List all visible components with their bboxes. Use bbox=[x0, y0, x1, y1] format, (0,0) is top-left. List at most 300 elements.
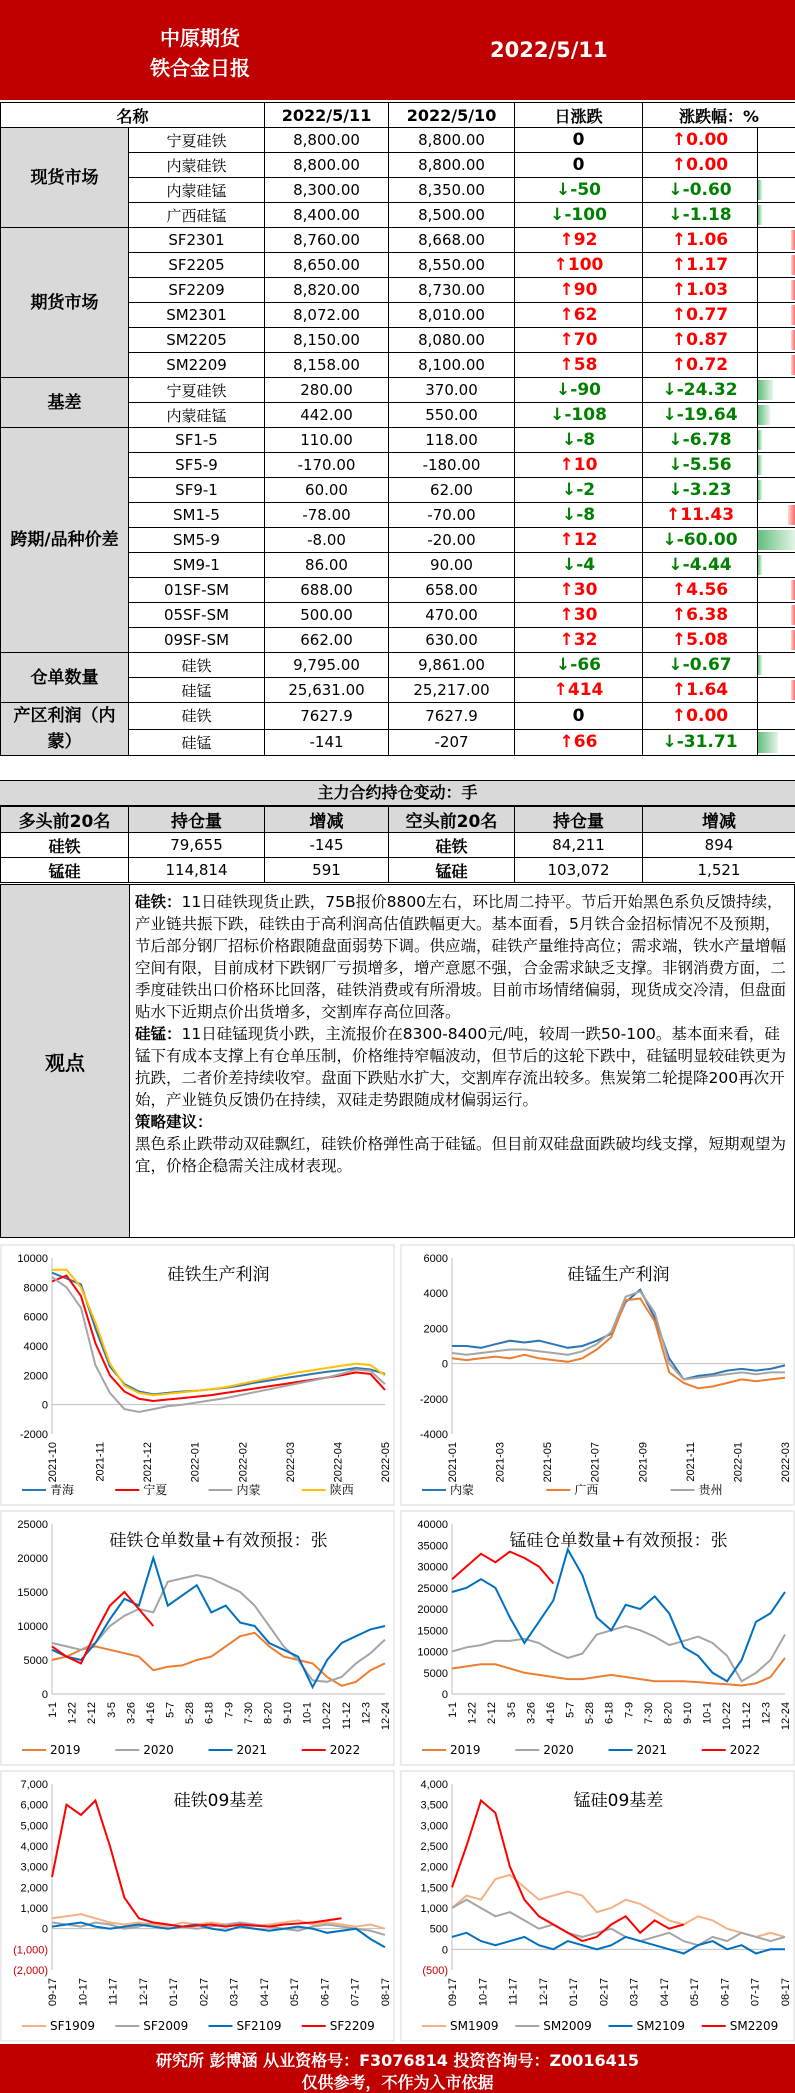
pct-value: 1.03 bbox=[686, 280, 729, 300]
pct-databar bbox=[758, 430, 762, 450]
prev-value: -207 bbox=[389, 729, 515, 756]
y-tick-label: 4000 bbox=[423, 1288, 448, 1301]
x-tick-label: 10-22 bbox=[721, 1702, 734, 1731]
arrow-down-icon: ↓ bbox=[561, 505, 577, 525]
pct-value: -3.23 bbox=[682, 480, 732, 500]
pct-databar bbox=[791, 680, 795, 700]
pct-value: -60.00 bbox=[676, 530, 738, 550]
prev-value: 62.00 bbox=[389, 478, 515, 503]
category-label: 现货市场 bbox=[1, 128, 129, 228]
row-name: SM2301 bbox=[129, 303, 265, 328]
y-tick-label: 30000 bbox=[417, 1561, 448, 1574]
legend-label: 青海 bbox=[50, 1483, 75, 1497]
arrow-down-icon: ↓ bbox=[556, 180, 571, 200]
legend-label: 2021 bbox=[636, 1743, 668, 1757]
positions-row bbox=[1, 858, 795, 883]
change-pct bbox=[643, 678, 758, 703]
arrow-up-icon: ↑ bbox=[553, 680, 568, 700]
row-name: SF1-5 bbox=[129, 428, 265, 453]
change-value: -8 bbox=[576, 430, 596, 450]
prev-value: 25,217.00 bbox=[389, 678, 515, 703]
y-tick-label: 2000 bbox=[423, 1323, 448, 1336]
y-tick-label: 4,000 bbox=[420, 1779, 448, 1791]
pct-databar-cell bbox=[758, 553, 795, 578]
change-pct bbox=[643, 153, 758, 178]
today-value: 688.00 bbox=[265, 578, 389, 603]
change-pct bbox=[643, 353, 758, 378]
category-label: 产区利润（内蒙） bbox=[1, 703, 129, 756]
pct-databar bbox=[791, 305, 795, 325]
today-value: 662.00 bbox=[265, 628, 389, 653]
daily-change bbox=[515, 403, 643, 428]
arrow-up-icon: ↑ bbox=[671, 705, 687, 726]
positions-title: 主力合约持仓变动：手 bbox=[0, 780, 795, 806]
legend-label: 2020 bbox=[143, 1743, 174, 1757]
y-tick-label: 25000 bbox=[17, 1519, 48, 1531]
pct-databar bbox=[758, 380, 773, 400]
prev-value: -180.00 bbox=[389, 453, 515, 478]
x-tick-label: 11-12 bbox=[340, 1702, 353, 1730]
arrow-up-icon: ↑ bbox=[559, 732, 574, 753]
row-name: 内蒙硅锰 bbox=[129, 178, 265, 203]
x-tick-label: 08-17 bbox=[380, 1978, 392, 2007]
arrow-up-icon: ↑ bbox=[671, 305, 687, 325]
report-date: 2022/5/11 bbox=[490, 38, 608, 62]
change-value: -4 bbox=[576, 555, 596, 575]
daily-change bbox=[515, 278, 643, 303]
change-pct bbox=[643, 403, 758, 428]
silicomanganese-head: 硅锰： bbox=[135, 1025, 182, 1043]
pct-value: -6.78 bbox=[682, 430, 732, 450]
short-top20-header: 空头前20名 bbox=[389, 807, 515, 833]
arrow-up-icon: ↑ bbox=[671, 580, 687, 600]
x-tick-label: 6-18 bbox=[603, 1702, 616, 1725]
pct-databar bbox=[758, 405, 770, 425]
y-tick-label: 40000 bbox=[417, 1519, 448, 1531]
x-tick-label: 2021-11 bbox=[94, 1442, 107, 1482]
x-tick-label: 2021-05 bbox=[542, 1442, 555, 1483]
arrow-up-icon: ↑ bbox=[671, 355, 687, 375]
arrow-down-icon: ↓ bbox=[662, 405, 677, 425]
x-tick-label: 10-1 bbox=[301, 1702, 314, 1725]
x-tick-label: 12-17 bbox=[537, 1978, 550, 2007]
arrow-down-icon: ↓ bbox=[668, 430, 683, 450]
today-value: 60.00 bbox=[265, 478, 389, 503]
y-tick-label: 10000 bbox=[17, 1621, 48, 1633]
pct-databar-cell bbox=[758, 153, 795, 178]
col-header-today: 2022/5/11 bbox=[265, 103, 389, 128]
position-product: 锰硅 bbox=[389, 858, 515, 883]
short-hold-header: 持仓量 bbox=[515, 807, 643, 833]
chart-title: 锰硅仓单数量+有效预报：张 bbox=[509, 1531, 728, 1551]
pct-databar bbox=[758, 180, 762, 200]
y-tick-label: 35000 bbox=[417, 1540, 448, 1553]
change-pct bbox=[643, 128, 758, 153]
table-row bbox=[1, 378, 795, 403]
pct-databar-cell bbox=[758, 203, 795, 228]
y-tick-label: -2000 bbox=[19, 1429, 48, 1441]
pct-value: -1.18 bbox=[682, 205, 732, 225]
prev-value: 8,350.00 bbox=[389, 178, 515, 203]
market-table bbox=[0, 102, 795, 756]
x-tick-label: 07-17 bbox=[749, 1978, 762, 2007]
y-tick-label: 15000 bbox=[417, 1625, 448, 1638]
arrow-up-icon: ↑ bbox=[559, 455, 574, 475]
x-tick-label: 10-1 bbox=[701, 1702, 714, 1725]
row-name: SF2209 bbox=[129, 278, 265, 303]
x-tick-label: 04-17 bbox=[258, 1978, 271, 2007]
category-label: 跨期/品种价差 bbox=[1, 428, 129, 653]
legend-label: SM2209 bbox=[729, 2019, 779, 2033]
prev-value: 8,668.00 bbox=[389, 228, 515, 253]
pct-databar-cell bbox=[758, 528, 795, 553]
daily-change bbox=[515, 378, 643, 403]
pct-databar-cell bbox=[758, 228, 795, 253]
y-tick-label: 3,000 bbox=[20, 1861, 48, 1874]
pct-value: 5.08 bbox=[686, 630, 729, 650]
arrow-down-icon: ↓ bbox=[561, 430, 577, 450]
x-tick-label: 7-30 bbox=[642, 1702, 655, 1725]
today-value: -170.00 bbox=[265, 453, 389, 478]
legend-label: 广西 bbox=[574, 1483, 599, 1497]
prev-value: 8,730.00 bbox=[389, 278, 515, 303]
long-hold: 79,655 bbox=[129, 833, 265, 858]
today-value: 280.00 bbox=[265, 378, 389, 403]
x-tick-label: 9-10 bbox=[682, 1702, 695, 1725]
x-tick-label: 2021-07 bbox=[589, 1442, 602, 1483]
today-value: 110.00 bbox=[265, 428, 389, 453]
y-tick-label: 4,000 bbox=[20, 1841, 48, 1853]
chart-svg bbox=[400, 1244, 795, 1506]
change-value: 0 bbox=[572, 705, 585, 726]
x-tick-label: 3-5 bbox=[105, 1702, 118, 1718]
row-name: 01SF-SM bbox=[129, 578, 265, 603]
y-tick-label: 2000 bbox=[23, 1370, 48, 1383]
x-tick-label: 7-9 bbox=[223, 1702, 236, 1718]
today-value: 86.00 bbox=[265, 553, 389, 578]
change-pct bbox=[643, 278, 758, 303]
x-tick-label: 05-17 bbox=[689, 1978, 702, 2007]
y-tick-label: 20000 bbox=[17, 1553, 48, 1565]
row-name: SM9-1 bbox=[129, 553, 265, 578]
change-pct bbox=[643, 478, 758, 503]
pct-databar bbox=[791, 605, 795, 625]
chart-title: 硅铁仓单数量+有效预报：张 bbox=[109, 1531, 328, 1551]
arrow-up-icon: ↑ bbox=[553, 255, 568, 275]
arrow-up-icon: ↑ bbox=[671, 230, 687, 250]
prev-value: 8,100.00 bbox=[389, 353, 515, 378]
x-tick-label: 1-1 bbox=[47, 1702, 59, 1718]
prev-value: 7627.9 bbox=[389, 703, 515, 730]
change-value: 10 bbox=[573, 455, 598, 475]
today-value: 8,158.00 bbox=[265, 353, 389, 378]
legend-label: 2020 bbox=[543, 1743, 574, 1757]
legend-label: SF2109 bbox=[236, 2019, 282, 2033]
today-value: 8,300.00 bbox=[265, 178, 389, 203]
y-tick-label: 0 bbox=[441, 1944, 448, 1957]
row-name: 内蒙硅锰 bbox=[129, 403, 265, 428]
y-tick-label: -2000 bbox=[419, 1393, 448, 1406]
x-tick-label: 2021-11 bbox=[684, 1442, 697, 1482]
x-tick-label: 1-22 bbox=[66, 1702, 79, 1725]
arrow-up-icon: ↑ bbox=[559, 630, 574, 650]
short-change: 1,521 bbox=[643, 858, 795, 883]
row-name: 广西硅锰 bbox=[129, 203, 265, 228]
pct-databar-cell bbox=[758, 178, 795, 203]
arrow-down-icon: ↓ bbox=[668, 555, 683, 575]
col-header-yesterday: 2022/5/10 bbox=[389, 103, 515, 128]
pct-databar bbox=[791, 230, 795, 250]
x-tick-label: 5-28 bbox=[584, 1702, 597, 1725]
legend-label: 宁夏 bbox=[143, 1483, 168, 1497]
pct-databar bbox=[758, 732, 778, 754]
pct-databar bbox=[791, 355, 795, 375]
y-tick-label: 6000 bbox=[23, 1311, 48, 1324]
change-pct bbox=[643, 253, 758, 278]
pct-databar bbox=[758, 555, 762, 575]
daily-change bbox=[515, 253, 643, 278]
today-value: 8,820.00 bbox=[265, 278, 389, 303]
row-name: 硅铁 bbox=[129, 653, 265, 678]
chart-title: 锰硅09基差 bbox=[573, 1791, 664, 1811]
x-tick-label: 02-17 bbox=[198, 1978, 211, 2007]
x-tick-label: 5-7 bbox=[164, 1702, 177, 1718]
pct-databar-cell bbox=[758, 678, 795, 703]
y-tick-label: 7,000 bbox=[20, 1779, 48, 1791]
y-tick-label: 6000 bbox=[423, 1253, 448, 1265]
pct-databar-cell bbox=[758, 428, 795, 453]
arrow-down-icon: ↓ bbox=[561, 555, 577, 575]
x-tick-label: 02-17 bbox=[598, 1978, 611, 2007]
x-tick-label: 01-17 bbox=[568, 1978, 581, 2007]
arrow-up-icon: ↑ bbox=[671, 630, 687, 650]
prev-value: 550.00 bbox=[389, 403, 515, 428]
pct-databar-cell bbox=[758, 278, 795, 303]
x-tick-label: 03-17 bbox=[228, 1978, 241, 2007]
x-tick-label: 09-17 bbox=[447, 1978, 459, 2007]
x-tick-label: 10-22 bbox=[321, 1702, 334, 1731]
change-value: 0 bbox=[572, 155, 585, 175]
arrow-up-icon: ↑ bbox=[671, 280, 687, 300]
daily-change bbox=[515, 203, 643, 228]
x-tick-label: 7-30 bbox=[242, 1702, 255, 1725]
pct-value: 0.00 bbox=[686, 130, 729, 150]
daily-change bbox=[515, 453, 643, 478]
arrow-up-icon: ↑ bbox=[559, 280, 574, 300]
today-value: -78.00 bbox=[265, 503, 389, 528]
silicomanganese-warrant-chart bbox=[400, 1510, 795, 1766]
change-value: 90 bbox=[573, 280, 598, 300]
pct-value: 0.87 bbox=[686, 330, 729, 350]
short-hold: 84,211 bbox=[515, 833, 643, 858]
prev-value: 90.00 bbox=[389, 553, 515, 578]
legend-label: 贵州 bbox=[698, 1483, 723, 1497]
market-table-body bbox=[1, 128, 795, 756]
outlook-label: 观点 bbox=[1, 885, 130, 1237]
positions-table bbox=[0, 806, 795, 883]
today-value: 25,631.00 bbox=[265, 678, 389, 703]
row-name: SF2205 bbox=[129, 253, 265, 278]
prev-value: 8,550.00 bbox=[389, 253, 515, 278]
arrow-down-icon: ↓ bbox=[561, 480, 577, 500]
y-tick-label: 0 bbox=[41, 1689, 48, 1701]
pct-value: 0.00 bbox=[686, 705, 729, 726]
long-hold: 114,814 bbox=[129, 858, 265, 883]
row-name: 硅锰 bbox=[129, 678, 265, 703]
change-value: -66 bbox=[570, 655, 601, 675]
category-label: 期货市场 bbox=[1, 228, 129, 378]
arrow-down-icon: ↓ bbox=[668, 455, 683, 475]
change-value: -50 bbox=[570, 180, 601, 200]
x-tick-label: 2022-05 bbox=[380, 1442, 392, 1483]
x-tick-label: 7-9 bbox=[623, 1702, 636, 1718]
table-row bbox=[1, 428, 795, 453]
legend-label: 2022 bbox=[329, 1743, 361, 1757]
y-tick-label: 1,500 bbox=[420, 1882, 448, 1895]
arrow-down-icon: ↓ bbox=[662, 380, 677, 400]
row-name: 05SF-SM bbox=[129, 603, 265, 628]
y-tick-label: 3,000 bbox=[420, 1820, 448, 1833]
strategy-head: 策略建议： bbox=[135, 1113, 213, 1131]
arrow-down-icon: ↓ bbox=[662, 530, 677, 550]
chart-title: 硅铁09基差 bbox=[173, 1791, 264, 1811]
pct-value: 1.06 bbox=[686, 230, 729, 250]
x-tick-label: 08-17 bbox=[780, 1978, 792, 2007]
x-tick-label: 03-17 bbox=[628, 1978, 641, 2007]
chart-title: 硅铁生产利润 bbox=[167, 1265, 270, 1285]
positions-header-row bbox=[1, 807, 795, 833]
legend-label: SM2109 bbox=[636, 2019, 686, 2033]
pct-databar bbox=[758, 205, 762, 225]
pct-databar-cell bbox=[758, 378, 795, 403]
chart-svg bbox=[0, 1770, 395, 2042]
row-name: SM2209 bbox=[129, 353, 265, 378]
pct-databar bbox=[791, 330, 795, 350]
x-tick-label: 8-20 bbox=[262, 1702, 275, 1725]
arrow-down-icon: ↓ bbox=[556, 380, 571, 400]
daily-change bbox=[515, 478, 643, 503]
prev-value: 658.00 bbox=[389, 578, 515, 603]
y-tick-label: 15000 bbox=[17, 1587, 48, 1599]
x-tick-label: 4-16 bbox=[544, 1702, 557, 1725]
pct-databar bbox=[791, 280, 795, 300]
today-value: 7627.9 bbox=[265, 703, 389, 730]
x-tick-label: 2022-01 bbox=[732, 1442, 745, 1483]
short-change: 894 bbox=[643, 833, 795, 858]
change-value: -100 bbox=[564, 205, 607, 225]
change-value: -2 bbox=[576, 480, 596, 500]
x-tick-label: 12-24 bbox=[380, 1702, 392, 1731]
positions-row bbox=[1, 833, 795, 858]
row-name: SF5-9 bbox=[129, 453, 265, 478]
change-value: 58 bbox=[573, 355, 598, 375]
arrow-up-icon: ↑ bbox=[671, 605, 687, 625]
y-tick-label: 10000 bbox=[17, 1253, 48, 1265]
pct-databar bbox=[758, 530, 795, 550]
x-tick-label: 2021-12 bbox=[142, 1442, 155, 1483]
chart-svg bbox=[0, 1244, 395, 1506]
report-title: 铁合金日报 bbox=[150, 56, 250, 80]
change-value: 30 bbox=[573, 605, 598, 625]
today-value: 8,400.00 bbox=[265, 203, 389, 228]
arrow-down-icon: ↓ bbox=[550, 205, 565, 225]
change-value: -8 bbox=[576, 505, 596, 525]
change-pct bbox=[643, 428, 758, 453]
arrow-up-icon: ↑ bbox=[671, 155, 687, 175]
legend-label: 内蒙 bbox=[450, 1483, 475, 1497]
pct-databar-cell bbox=[758, 703, 795, 730]
pct-value: 0.77 bbox=[686, 305, 729, 325]
y-tick-label: (500) bbox=[422, 1965, 448, 1977]
x-tick-label: 11-12 bbox=[740, 1702, 753, 1730]
change-value: 32 bbox=[573, 630, 598, 650]
daily-change bbox=[515, 178, 643, 203]
pct-databar bbox=[791, 630, 795, 650]
x-tick-label: 05-17 bbox=[289, 1978, 302, 2007]
change-value: 414 bbox=[567, 680, 604, 700]
strategy-text: 黑色系止跌带动双硅飘红，硅铁价格弹性高于硅锰。但目前双硅盘面跌破均线支撑，短期观望为宜，价格企稳需关注成材表现。 bbox=[135, 1135, 787, 1175]
arrow-down-icon: ↓ bbox=[550, 405, 565, 425]
table-header-row bbox=[1, 103, 795, 128]
pct-databar-cell bbox=[758, 403, 795, 428]
x-tick-label: 9-10 bbox=[282, 1702, 295, 1725]
disclaimer: 仅供参考，不作为入市依据 bbox=[301, 2073, 494, 2092]
change-pct bbox=[643, 178, 758, 203]
prev-value: -20.00 bbox=[389, 528, 515, 553]
x-tick-label: 01-17 bbox=[168, 1978, 181, 2007]
prev-value: 8,010.00 bbox=[389, 303, 515, 328]
chart-svg bbox=[0, 1510, 395, 1766]
x-tick-label: 3-5 bbox=[505, 1702, 518, 1718]
x-tick-label: 06-17 bbox=[319, 1978, 332, 2007]
arrow-down-icon: ↓ bbox=[556, 655, 571, 675]
legend-label: SM2009 bbox=[543, 2019, 592, 2033]
long-hold-header: 持仓量 bbox=[129, 807, 265, 833]
row-name: 内蒙硅铁 bbox=[129, 153, 265, 178]
pct-databar-cell bbox=[758, 303, 795, 328]
position-product: 锰硅 bbox=[1, 858, 129, 883]
pct-value: -0.67 bbox=[682, 655, 732, 675]
pct-value: 1.64 bbox=[686, 680, 729, 700]
y-tick-label: 0 bbox=[441, 1358, 448, 1371]
position-product: 硅铁 bbox=[1, 833, 129, 858]
short-hold: 103,072 bbox=[515, 858, 643, 883]
legend-label: 2019 bbox=[450, 1743, 481, 1757]
daily-change bbox=[515, 303, 643, 328]
category-label: 仓单数量 bbox=[1, 653, 129, 703]
prev-value: -70.00 bbox=[389, 503, 515, 528]
x-tick-label: 4-16 bbox=[144, 1702, 157, 1725]
daily-change bbox=[515, 703, 643, 730]
prev-value: 9,861.00 bbox=[389, 653, 515, 678]
outlook-section bbox=[0, 884, 795, 1238]
change-pct bbox=[643, 653, 758, 678]
legend-label: 2019 bbox=[50, 1743, 81, 1757]
pct-databar-cell bbox=[758, 653, 795, 678]
change-value: 0 bbox=[572, 130, 585, 150]
arrow-up-icon: ↑ bbox=[559, 330, 574, 350]
change-pct bbox=[643, 528, 758, 553]
pct-value: -31.71 bbox=[676, 732, 738, 753]
ferrosilicon-profit-chart bbox=[0, 1244, 395, 1506]
change-pct bbox=[643, 453, 758, 478]
row-name: 宁夏硅铁 bbox=[129, 128, 265, 153]
table-row bbox=[1, 228, 795, 253]
y-tick-label: 5000 bbox=[423, 1667, 448, 1680]
x-tick-label: 2-12 bbox=[486, 1702, 499, 1725]
row-name: SM1-5 bbox=[129, 503, 265, 528]
silicomanganese-basis-chart bbox=[400, 1770, 795, 2042]
